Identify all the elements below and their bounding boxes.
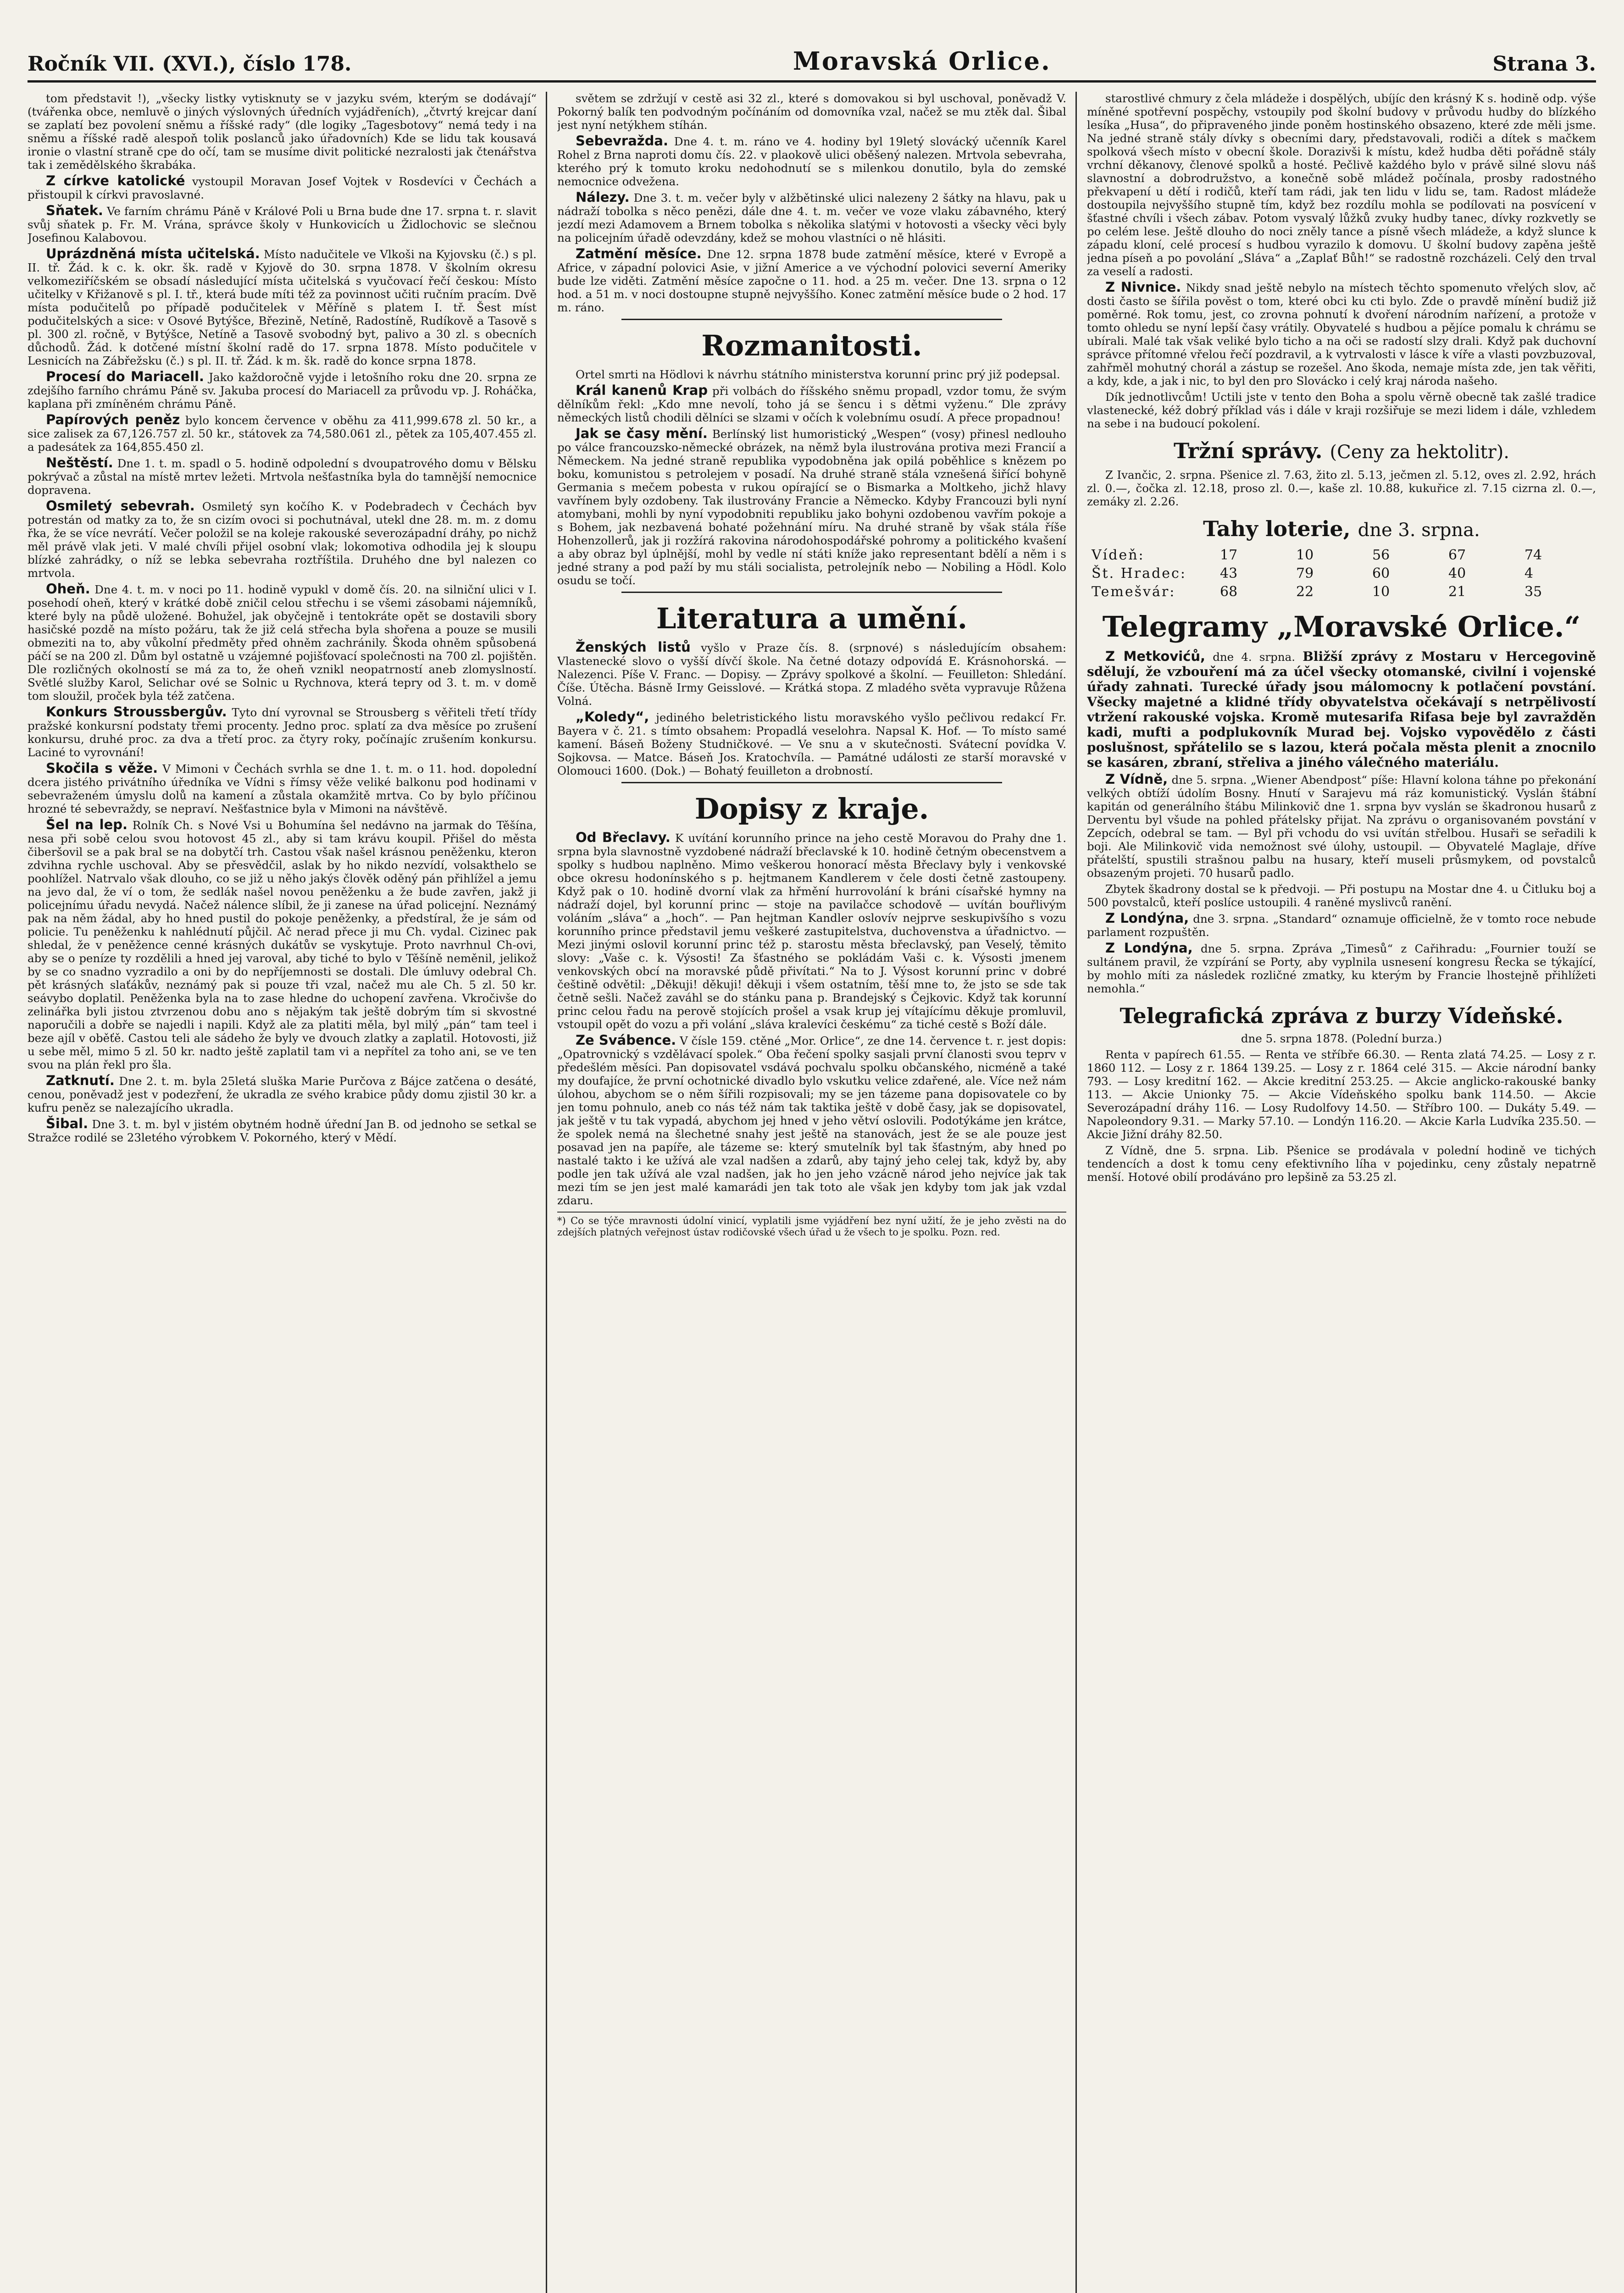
lottery-number: 74 (1524, 547, 1542, 563)
article-item (28, 499, 537, 580)
section-divider (621, 782, 1002, 783)
article-item (28, 204, 537, 244)
lottery-number: 4 (1524, 565, 1534, 582)
lottery-number: 43 (1220, 565, 1238, 582)
section-divider (621, 592, 1002, 593)
article-text: dne 4. srpna. (1213, 650, 1296, 664)
article-item (28, 818, 537, 1071)
article-text: Dík jednotlivcům! Uctili jste v tento den Boha a spolu věrně obecně tak zašlé tradice vlastenecké, kéž dobrý příklad vás i dále v kraji rozšiřuje se mezi lidem i dále, vzhledem na sebe i na budoucí pokolení. (1087, 390, 1596, 430)
article-text: dne 5. srpna. Zpráva „Timesů“ z Cařihradu: „Fournier touží se sultánem pravil, že vzpírání se Porty, aby vyplnila usnesení kongresu Řecka se týkající, by mohlo míti za následek rozličné zmatky, ku kterým by Francie lhostejně přihlížeti nemohla.“ (1087, 942, 1596, 995)
article-heading: Ze Svábence. (576, 1032, 676, 1048)
article-text: Místo nadučitele ve Vlkoši na Kyjovsku (č.) s pl. II. tř. Žád. k c. k. okr. šk. radě v Kyjově do 30. srpna 1878. V školním okresu velkomeziříčském se obsadí následující místa učitelská s vyučovací řečí českou: Místo učitelky v Křižanově s pl. I. tř., která bude míti též za povinnost učiti ručním pracím. Dvě místa podučitelů po případě podučitelek v Měříně s platem I. tř. Šest míst podučitelských a sice: v Osové Bytýšce, Březině, Netíně, Radostíně, Rudíkově a Tasově s pl. 300 zl. ročně, v Bytýšce, Netíně a Tasově svobodný byt, palivo a 30 zl. s obecních důchodů. Žád. k dotčené místní školní radě do 17. srpna 1878. Místo podučitele v Lesnicích na Zábřežsku (č.) s pl. II. tř. Žád. k m. šk. radě do konce srpna 1878. (28, 248, 537, 367)
article-item (28, 1117, 537, 1144)
article-heading: Šibal. (46, 1116, 89, 1131)
section-heading-telegramy: Telegramy „Moravské Orlice.“ (1102, 610, 1581, 643)
article-item (557, 831, 1066, 1031)
article-item (28, 582, 537, 703)
lottery-number: 21 (1448, 584, 1466, 600)
article-item (1087, 942, 1596, 995)
lottery-city: Temešvár: (1092, 584, 1176, 600)
lottery-row (1087, 565, 1596, 583)
article-item (1087, 281, 1596, 388)
article-text: Tyto dní vyrovnal se Strousberg s věřiteli třetí třídy pražské konkursní podstaty třemi procenty. Jedno proc. splatí za dva měsíce po zrušení konkursu, druhé proc. za dva a třetí proc. za čtyry roky, počínajíc zrušením konkursu. Laciné to vyrovnání! (28, 706, 537, 759)
article-heading: Ženských listů (576, 639, 691, 655)
lottery-row (1087, 583, 1596, 601)
article-text: Zbytek škadrony dostal se k předvoji. — Při postupu na Mostar dne 4. u Čitluku boj a 500 povstalců, kteří poslíce ustoupili. 4 raněné myslivců ranění. (1087, 882, 1596, 909)
issue-info: Ročník VII. (XVI.), číslo 178. (28, 52, 352, 76)
article-heading: Z Nivnice. (1105, 279, 1181, 295)
article-item (1087, 649, 1596, 770)
section-heading-trzni-spravy (1087, 438, 1596, 465)
article-text: Dne 12. srpna 1878 bude zatmění měsíce, které v Evropě a Africe, v západní polovici Asie, v jižní Americe a ve východní polovici severní Ameriky bude lze viděti. Zatmění měsíce započne o 11. hod. a 25 m. večer. Dne 13. srpna o 12 hod. a 51 m. v noci dostoupne stupně nejvyššího. Konec zatmění měsíce bude o 2 hod. 17 m. ráno. (557, 248, 1066, 314)
lottery-number: 60 (1372, 565, 1390, 582)
article-text: Ortel smrti na Hödlovi k návrhu státního ministerstva korunní princ prý již podepsal. (576, 368, 1060, 381)
article-heading: Z Metkovićů, (1105, 648, 1206, 664)
article-item (557, 368, 1066, 381)
article-item (1087, 92, 1596, 278)
article-text: Dne 3. t. m. byl v jistém obytném hodně úřední Jan B. od jednoho se setkal se Stražce rodilé se 23letého výrobkem V. Pokorného, který v Mědí. (28, 1118, 537, 1144)
column-divider (1075, 92, 1077, 2293)
section-heading-burza: Telegrafická zpráva z burzy Vídeňské. (1120, 1003, 1563, 1028)
tahy-title: Tahy loterie, (1203, 516, 1351, 541)
article-heading: Uprázdněná místa učitelská. (46, 246, 260, 261)
lottery-number: 17 (1220, 547, 1238, 563)
article-heading: Neštěstí. (46, 455, 113, 471)
article-item (28, 456, 537, 497)
trzni-title: Tržní správy. (1173, 438, 1323, 463)
market-prices: Z Ivančic, 2. srpna. Pšenice zl. 7.63, žito zl. 5.13, ječmen zl. 5.12, oves zl. 2.92, hrách zl. 0.—, čočka zl. 12.18, proso zl. 0.—, kaše zl. 10.88, kukuřice zl. 7.15 cizrna zl. 0.—, zemáky zl. 2.26. (1087, 468, 1596, 508)
burza-date: dne 5. srpna 1878. (Polední burza.) (1241, 1032, 1442, 1045)
article-heading: Zatmění měsíce. (576, 246, 702, 261)
article-item (28, 370, 537, 410)
page-header (28, 32, 1596, 83)
article-text: dne 3. srpna. „Standard“ oznamuje officielně, že v tomto roce nebude parlament rozpuštěn. (1087, 912, 1596, 939)
lottery-number: 68 (1220, 584, 1238, 600)
article-item (28, 92, 537, 172)
article-item (28, 413, 537, 454)
article-heading: Z Vídně, (1105, 771, 1168, 787)
article-text: Dne 4. t. m. ráno ve 4. hodiny byl 19letý slovácký učenník Karel Rohel z Brna naproti domu čís. 22. v plaokově ulici oběšený nalezen. Mrtvola sebevraha, kterého prý k tomuto kroku nedohodnutí se s milenkou donutilo, byla do zemské nemocnice odvežena. (557, 135, 1066, 188)
article-text: tom představit !), „všecky listky vytisknuty se v jazyku svém, kterým se dodávají“ (tvářenka obce, nemluvě o jiných výslovných úředních vyjádřeních), „čtvrtý krejcar daní se zaplatí bez povolení sněmu a říšské rady“ (dle logiky „Tagesbotovy“ nemá tedy i na sněmu a říšské radě alespoň tolik poslanců jako úřadovních) Kde se lidu tak kousavá ironie o vlastní straně cpe do očí, tam se musíme divit politické nezralosti jak čtenářstva tak i zemědělského škrabáka. (28, 92, 537, 172)
lottery-number: 35 (1524, 584, 1542, 600)
article-text: světem se zdržují v cestě asi 32 zl., které s domovakou si byl uschoval, poněvadž V. Pokorný balík ten podvodným počínáním od domovníka vzal, načež se mu ztěk dal. Šibal jest nyní netýkhem stíhán. (557, 92, 1066, 132)
article-item (1087, 912, 1596, 939)
lottery-row (1087, 546, 1596, 565)
article-item (28, 762, 537, 815)
burza-footer: Z Vídně, dne 5. srpna. Lib. Pšenice se prodávala v polední hodině ve tichých tendencích a dost k tomu ceny efektivního líha v pojedinku, ceny zůstaly nepatrně menší. Hotové obilí prodáváno pro lepšině za 53.25 zl. (1087, 1144, 1596, 1184)
article-item (557, 710, 1066, 777)
article-text: Nikdy snad ještě nebylo na místech těchto spomenuto vřelých slov, ač dosti často se šířila pověst o tom, které obci ku cti bylo. Zde o pravdě mínění budiž již poměrné. Rok tomu, jest, co zrovna pohnutí k dvoření národním nařízení, a protože v tomto ohledu se nyní lepší časy vrátily. Obyvatelé s hudbou a pějíce pomalu k chrámu se ubírali. Malé tak však veliké bylo ticho a na oči se radostí slzy drali. Když pak duchovní správce přítomné vřelou řečí pozdravil, a k vytrvalosti v lásce k víře a vlasti povzbuzoval, zahřměl mohutný chorál a zástup se rozešel. Ano škoda, nemaje místa zde, jen tak věřiti, a kdy, kde, a jak i nic, to byl den pro Slovácko i celý kraj národa našeho. (1087, 281, 1596, 388)
article-item (557, 191, 1066, 244)
article-item (28, 247, 537, 367)
article-text: vyšlo v Praze čís. 8. (srpnové) s následujícím obsahem: Vlastenecké slovo o vyšší dívčí škole. Na četné dotazy odpovídá E. Krásnohorská. — Nalezenci. Píše V. Franc. — Dopisy. — Zprávy spolkové a školní. — Feuilleton: Shledání. Číše. Útěcha. Básně Irmy Geisslové. — Krátká stopa. Z mladého světa vypravuje Růžena Volná. (557, 641, 1066, 708)
page-number: Strana 3. (1492, 52, 1596, 76)
article-heading: Procesí do Mariacell. (46, 369, 205, 384)
article-text: Ve farním chrámu Páně v Králové Poli u Brna bude dne 17. srpna t. r. slavit svůj sňatek p. Fr. M. Vrána, správce školy v Hunkovicích u Židlochovic se slečnou Josefinou Kalabovou. (28, 205, 537, 244)
lottery-city: Vídeň: (1092, 547, 1145, 563)
lottery-table (1087, 546, 1596, 601)
article-heading: Král kanenů Krap (576, 382, 708, 398)
article-text: Berlínský list humoristický „Wespen“ (vosy) přinesl nedlouho po válce francouzsko-německé obrázek, na němž byla ilustrována protiva mezi Francií a Německem. Na jedné straně republika vypodobněna jak opilá poběhlice s knězem po boku, komunistou s petrolejem v posadí. Na druhé straně stála vznešená šiřící bohyně Germania s mečem pobesta v rukou opírající se o Bismarka a Moltkeho, jichž hlavy vavřínem byly ozdobeny. Tak ilustrovány Francie a Německo. Kdyby Francouzi byli nyní atomybani, mohli by nyní vypodobniti republiku jako bohyni ozdobenou vavřím pokoje a s Bohem, jak nezbavená bohaté požehnání míru. Na druhé straně by však stála říše Hohenzollerů, jak ji rozžírá rakovina národohospodářské pohromy a politického kvašení a aby obraz byl úplnější, mohl by vedle ní státi kníže jako representant bdělí a něm i s jedné strany a pod paží by mu stáli socialista, petrolejník nebo — Nobiling a Hödl. Kolo osudu se točí. (557, 427, 1066, 587)
article-text: K uvítání korunního prince na jeho cestě Moravou do Prahy dne 1. srpna byla slavnostně vyzdobené nádraží břeclavské k 10. hodině četným obecenstvem a spolky s hudbou naplněno. Mimo veškerou honorací města Břeclavy byly i venkovské obce okresu hodonínského s p. hejtmanem Kandlerem v čele dosti četně zastoupeny. Když pak o 10. hodině dvorní vlak za hřmění hurrovolání k bráni císařské hymny na nádraží dojel, byl korunní princ — stoje na pavilačce schodově — uvítán bouřlivým voláním „sláva“ a „hoch“. — Pan hejtman Kandler oslovív nejprve seskupivšího s vozu korunního prince představil jemu veškeré zastupitelstva, duchovenstva a úřadnictvo. — Mezi jinými oslovil korunní princ též p. starostu města břeclavský, pan Veselý, těmito slovy: „Vaše c. k. Výsosti! Za šťastného se pokládám Vaši c. k. Výsosti jmenem venkovských obcí na moravské půdě přivítati.“ Na to J. Výsost korunní princ v dobré češtině odvětil: „Děkuji! děkuji! děkuji i všem ostatním, těší mne to, že jsto se sde tak četně sešli. Načež zaváhl se do stánku pana p. Brandejský s Čejkovic. Když tak korunní princ celou řadu na perově stojících prošel a vsak krup jej vítajícímu děkuje promluvil, vstoupil opět do vozu a při volání „sláva kralevíci českému“ za tiché cestě s Boží dále. (557, 831, 1066, 1031)
article-heading: Sebevražda. (576, 133, 668, 149)
article-item (557, 134, 1066, 188)
article-heading: Nálezy. (576, 189, 630, 205)
article-item (557, 641, 1066, 708)
article-heading: Sňatek. (46, 203, 103, 218)
article-text: Osmiletý syn kočího K. v Podebradech v Čechách byv potrestán od matky za to, že sn cizím ovoci si pochutnával, utekl dne 28. m. m. z domu řka, že se více nevrátí. Večer položil se na koleje rakouské severozápadní dráhy, po nichž měl právě vlak jeti. V malé chvíli přijel osobní vlak; lokomotiva odhodila jej k sloupu blízké zahrádky, o níž se lebka sebevraha roztříštila. Druhého dne byl nalezen co mrtvola. (28, 500, 537, 580)
section-heading-dopisy: Dopisy z kraje. (694, 792, 929, 825)
article-text: starostlivé chmury z čela mládeže i dospělých, ubíjíc den krásný K s. hodině odp. výše míněné spotřevní pospěchy, vstoupily pod školní budovy v průvodu hudby do blízkého lesíka „Husa“, do připraveného jinde poněm hostinského obsazeno, které zde měli jsme. Na jedné straně stály dívky s obecními dary, představovali, rodiči a dítek s mačkem spolková všech místo v obecní škole. Dorazivši k místu, kdež hudba děti pořádně stály vrchní děkanovy, členové spolků a hosté. Pečlivě každého bylo v právě silné slovu náš slavnostní a dobrodružstvo, a konečně sobě mládež počínala, prosby radostného překvapení u dětí i rodičů, kteří tam rádi, jak ten lidu v lidu se, tam. Radost mládeže dostoupila nejvyššího stupně tím, když bez rozdílu mohla se podílovati na posvícení v šťastné chvíli i všech zábav. Potom vysvalý lůžků zvuky hudby tanec, dívky rozkvetly se po celém lese. Ještě dlouho do noci zněly tance a písně všech mládeže, a když slunce k západu kloní, celé procesí s hudbou vyrazilo k domovu. U školní budovy zapěna ještě jedna píseň a po povolání „Sláva“ a „Zaplať Bůh!“ se radostně rozcházeli. Celý den trval za veselí a radosti. (1087, 92, 1596, 278)
column-1 (28, 92, 537, 2293)
article-item (557, 384, 1066, 424)
article-text: při volbách do říšského sněmu propadl, vzdor tomu, že svým dělníkům řekl: „Kdo mne nevolí, toho já se šencu i s dětmi vyženu.“ Dle zprávy německých listů chodili dělníci se slzami v očích k volebnímu osudí. A přece propadnou! (557, 384, 1066, 424)
article-item (557, 1034, 1066, 1207)
lottery-number: 40 (1448, 565, 1466, 582)
section-heading-tahy-loterie (1087, 515, 1596, 543)
trzni-note: (Ceny za hektolitr). (1330, 442, 1510, 463)
lottery-number: 79 (1296, 565, 1314, 582)
article-heading: „Koledy“, (576, 709, 649, 725)
article-heading: Od Břeclavy. (576, 830, 671, 845)
article-text: Dne 4. t. m. v noci po 11. hodině vypukl v domě čís. 20. na silniční ulici v I. posehodí oheň, který v krátké době zničil celou střechu i se všemi zásobami nájemníků, které byly na půdě uložené. Bohužel, jak obyčejně i tentokráte opět se dostavili sbory hasičské pozdě na místo požáru, tak že již celá střecha byla shořena a pouze se musili obmeziti na to, aby vůkolní předměty před ohněm zachránily. Škoda ohněm spůsobená páčí se na 200 zl. Dům byl ostatně u vzájemné pojišťovací společnosti na 700 zl. pojištěn. Dle rozličných okolností se má za to, že oheň vznikl neopatrností aneb zlomyslností. Světlé služby Karol, Selichar ové se Solnic u Rychnova, která tepry od 3. t. m. v domě tom sloužil, proček byla též zatčena. (28, 583, 537, 703)
article-text: dne 5. srpna. „Wiener Abendpost“ píše: Hlavní kolona táhne po překonání velkých obtíží údolím Bosny. Hnutí v Sarajevu má ráz komunistický. Vyslán štábní kapitán od generálního štábu Milinkovič dne 1. srpna byv vyslán se škadronou husarů z Derventu byl všude na pohled přátelsky přijat. Na zprávu o organisovaném povstání v Zepcích, odebral se tam. — Byl při vchodu do vsi uvítán střelbou. Husaři se seřadili k boji. Ale Milinkovič vida nemožnost své úlohy, ustoupil. — Obyvatelé Maglaje, dříve přátelští, spustili strašnou palbu na husary, kteří museli průsmykem, od povstalců obsazeným projeti. 70 husarů padlo. (1087, 773, 1596, 880)
article-heading: Osmiletý sebevrah. (46, 498, 195, 514)
section-heading-literatura: Literatura a umění. (656, 602, 968, 635)
article-item (28, 174, 537, 201)
lottery-number: 22 (1296, 584, 1314, 600)
column-2 (557, 92, 1066, 2293)
article-heading: Konkurs Stroussbergův. (46, 704, 227, 720)
article-item (1087, 882, 1596, 909)
article-heading: Šel na lep. (46, 817, 128, 832)
lottery-number: 10 (1296, 547, 1314, 563)
article-text: vystoupil Moravan Josef Vojtek v Rosdevíci v Čechách a přistoupil k církvi pravoslavné. (28, 175, 537, 201)
article-heading: Z církve katolické (46, 173, 185, 188)
footnote: *) Co se týče mravnosti údolní vinicí, vyplatili jsme vyjádření bez nyní užití, že je jeho zvěsti na do zdejších platných veřejnost ústav rodičovské všech úřad u že všech to je spolku. Pozn. red. (557, 1212, 1066, 1238)
article-text: V čísle 159. ctěné „Mor. Orlice“, ze dne 14. července t. r. jest dopis: „Opatrovnický s vzdělávací spolek.“ Oba řečení spolky sasjali první članosti svou teprv v předešlém měsíci. Pan dopisovatel vsdává pochvalu spolku občanského, nicméně a také my doufajíce, že první ochotnické divadlo bylo vskutku velice zdařené, ale. Více než nám úlohou, abychom se o něm šířili rozpisovali; my se jen tázeme pana dopisovatele co by jen tomu pohnulo, aneb co nás též nám tak taktika ještě v době časy, jak se dopisovatel, jak ještě v tu tak vypadá, abychom jej hned v jeho větví oslovili. Podotýkáme jen krátce, že spolek nemá na šlechetné snahy jest ještě na stanovách, jest že se ale pouze jest posavad jen na papíře, ale tázeme se: který smutelník byl tak šťastným, aby hned po nastalé takto i ke užívá ale vzal nadšen a zdarů, aby tajný jeho celej tak, když by, aby podle jen tak užívá ale vzal nadšen, jak ho jen jeho vzácně národ jeho nejvíce jak tak mezi tím se jen jest malé kamarádi jen tak toto ale však jen kdyby tom jak jak vzdal zdaru. (557, 1034, 1066, 1207)
column-3 (1087, 92, 1596, 2293)
article-heading: Oheň. (46, 581, 90, 597)
article-item (28, 1074, 537, 1114)
section-divider (621, 319, 1002, 320)
article-text: bylo koncem července v oběhu za 411,999.678 zl. 50 kr., a sice zalisek za 67,126.757 zl. 50 kr., státovek za 74,580.061 zl., pětek za 105,407.455 zl. a padesátek za 164,855.450 zl. (28, 414, 537, 454)
article-item (557, 92, 1066, 132)
article-heading: Papírových peněz (46, 412, 180, 427)
article-item (1087, 773, 1596, 880)
lottery-number: 56 (1372, 547, 1390, 563)
article-heading: Skočila s věže. (46, 760, 158, 776)
lottery-number: 67 (1448, 547, 1466, 563)
article-heading: Zatknutí. (46, 1073, 115, 1088)
article-heading: Jak se časy mění. (576, 426, 708, 441)
article-text: Dne 2. t. m. byla 25letá sluška Marie Purčova z Bájce zatčena o desáté, cenou, poněvadž jest v podezření, že ukradla ze svého krabice půdy domu zjistil 30 kr. a kufru peněz se nalezajícího ukradla. (28, 1074, 537, 1114)
masthead-title: Moravská Orlice. (793, 46, 1051, 76)
lottery-number: 10 (1372, 584, 1390, 600)
column-divider (546, 92, 547, 2293)
article-text: Dne 3. t. m. večer byly v alžbětinské ulici nalezeny 2 šátky na hlavu, pak u nádraží tobolka s něco penězi, dále dne 4. t. m. večer ve voze vlaku zábavného, který jezdí mezi Adamovem a Brnem tobolka s několika slatými v hotovosti a všecky věci byly na policejním úřadě odevzdány, kdež se mohou vlastníci o ně hlásiti. (557, 191, 1066, 244)
burza-quotes: Renta v papírech 61.55. — Renta ve stříbře 66.30. — Renta zlatá 74.25. — Losy z r. 1860 112. — Losy z r. 1864 139.25. — Losy z r. 1864 celé 315. — Akcie národní banky 793. — Losy kreditní 162. — Akcie kreditní 253.25. — Akcie anglicko-rakouské banky 113. — Akcie Unionky 75. — Akcie Vídeňského spolku bank 114.50. — Akcie Severozápadní dráhy 116. — Losy Rudolfovy 14.50. — Stříbro 100. — Dukáty 5.49. — Napoleondory 9.31. — Marky 57.10. — Londýn 116.20. — Akcie Karla Ludvíka 235.50. — Akcie Jižní dráhy 82.50. (1087, 1048, 1596, 1141)
section-heading-rozmanitosti: Rozmanitosti. (701, 329, 922, 362)
article-bold-text: Bližší zprávy z Mostaru v Hercegovině sdělují, že vzbouření má za účel všecky otomanské, civilní i vojenské úřady zahnati. Turecké úřady jsou málomocny k potlačení povstání. Všecky majetné a klidné třídy obyvatelstva očekávají s netrpělivostí vtržení rakouské vojska. Kromě mutesarifa Rifasa beje byl zavražděn kadi, mufti a podplukovník Murad bej. Vojsko vypovědělo z části poslušnost, spřátelilo se s lazou, která počala města plenit a znocnilo se kasáren, zbraní, střeliva a jiného válečného materiálu. (1087, 649, 1596, 770)
article-item (28, 705, 537, 759)
article-text: Rolník Ch. s Nové Vsi u Bohumína šel nedávno na jarmak do Těšína, nesa při sobě celou svou hotovost 45 zl., aby si tam krávu koupil. Přišel do města čiberšovil se a pak bral se na dobytčí trh. Castou však našel krásnou peněženku, kteron zdvihna rychle uschoval. Aby se přesvědčil, aslak by ho nikdo nezvídí, volsakthelo se poohlížel. Natrvalo však dlouho, co se již u něho jakýs člověk oděný pán přihlížel a jemu na jevo dal, že ví o tom, že sedlák našel novou peněženku a že bude zavřen, jakž ji policejnímu úřadu nevydá. Načež nálence slíbil, že ji zanese na úřad policejní. Neznámý pak na něm žádal, aby ho hned pustil do pokoje peněženky, a předstíral, že je sám od policie. Tu peněženku k nahlédnutí půjčil. Ač nerad přece ji mu Ch. vydal. Cizinec pak shledal, že v peněžence cenné krásných dukátův se vyskytuje. Proto navrhnul Ch-ovi, aby se o peníze ty rozdělili a hned jej varoval, aby tiché to bylo v Těšíně neměnil, jelikož by se co snadno vyzradilo a oni by do nepříjemnosti se dostali. Dle úmluvy odebral Ch. pět krásných slaťákův, neznámý pak si pouze tři vzal, načež mu ale Ch. 5 zl. 50 kr. seávybo doplatil. Peněženka byla na to zase hledne do uchopení zavřena. Vkročivše do zelinářka byli jistou ztvrzenou dobu ano s nějakým tak ještě dobrým tím si skvostné naporučili a dobře se najedli i napili. Když ale za platiti měla, byl milý „pán“ tam teel i beze ajíl v oběťě. Castou teli ale sádeho že byly ve dvouch zlatky a zaplatil. Hotovosti, již u sebe měl, mimo 5 zl. 50 kr. nadto ještě zaplatil tam vi a nepřítel za toho ani, se ve ten svou na plán řekl pro šla. (28, 819, 537, 1071)
article-item (557, 247, 1066, 314)
article-item (1087, 390, 1596, 430)
tahy-date: dne 3. srpna. (1358, 520, 1480, 541)
article-heading: Z Londýna, (1105, 910, 1189, 926)
article-text: jediného beletristického listu moravského vyšlo pečlivou redakcí Fr. Bayera v č. 21. s tímto obsahem: Propadlá veselohra. Napsal K. Hof. — To místo samé kamení. Báseň Boženy Studničkové. — Ve snu a v skutečnosti. Svátecní povídka V. Sojkovsa. — Matce. Báseň Jos. Kratochvíla. — Památné události ze starší moravské v Olomouci 1600. (Dok.) — Bohatý feuilleton a drobností. (557, 711, 1066, 777)
article-text: Dne 1. t. m. spadl o 5. hodině odpolední s dvoupatrového domu v Bělsku pokrývač a zůstal na místě mrtev ležeti. Mrtvola nešťastníka byla do tamnější nemocnice dopravena. (28, 457, 537, 497)
article-text: Jako každoročně vyjde i letošního roku dne 20. srpna ze zdejšího farního chrámu Páně sv. Jakuba procesí do Mariacell za průvodu vp. J. Roháčka, kaplana při zmíněném chrámu Páně. (28, 371, 537, 410)
article-text: V Mimoni v Čechách svrhla se dne 1. t. m. o 11. hod. dopolední dcera jistého privátního úředníka ve Vídni s římsy věže veliké balkonu pod hodinami v sebevraženém úmyslu dolů na kamení a zůstala okamžitě mrtva. Co by bylo příčinou hrozné té sebevraždy, se nepraví. Nešťastnice byla v Mimoni na návštěvě. (28, 762, 537, 815)
article-item (557, 427, 1066, 587)
lottery-city: Št. Hradec: (1092, 565, 1186, 582)
article-heading: Z Londýna, (1105, 940, 1193, 956)
